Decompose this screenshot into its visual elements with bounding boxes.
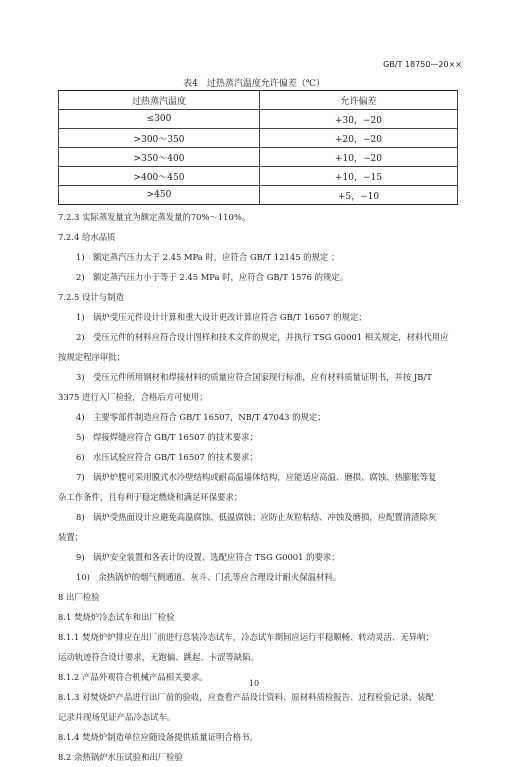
page-number: 10	[248, 679, 260, 688]
list-item: 7) 锅炉炉膛可采用膜式水冷壁结构或耐高温墙体结构，应能适应高温、磨损、腐蚀、热膨胀等复	[76, 472, 437, 482]
clause-text: 8.1.1 焚烧炉炉排应在出厂前进行总装冷态试车，冷态试车期间应运行平稳顺畅、转动灵活、无异响；	[58, 632, 434, 642]
list-item-continuation: 3375 进行入厂检验，合格后方可使用；	[58, 392, 208, 402]
clause-text-continuation: 运动轨迹符合设计要求，无跑偏、跳起、卡涩等缺陷。	[58, 652, 259, 662]
table-row	[59, 110, 458, 129]
clause-heading: 7.2.5 设计与制造	[58, 292, 124, 302]
clause-text: 8.1.4 焚烧炉制造单位应随设备提供质量证明合格书。	[58, 732, 258, 742]
list-item: 5) 焊接焊缝应符合 GB/T 16507 的技术要求；	[76, 432, 258, 442]
list-item-continuation: 杂工作条件，且有利于稳定燃烧和满足环保要求；	[58, 492, 243, 502]
clause-text-continuation: 记录并现场见证产品冷态试车。	[58, 712, 176, 722]
table-row	[59, 129, 458, 148]
table-cell: +10，−15	[260, 167, 458, 186]
list-item: 2) 受压元件的材料应符合设计图样和技术文件的规定，并执行 TSG G0001 相关规定，材料代用应	[76, 332, 449, 342]
list-item: 4) 主要零部件制造应符合 GB/T 16507，NB/T 47043 的规定；	[76, 412, 326, 422]
list-item: 1) 锅炉受压元件设计计算和重大设计更改计算应符合 GB/T 16507 的规定；	[76, 312, 367, 322]
table-row	[59, 148, 458, 167]
table-cell: >450	[59, 186, 260, 205]
list-item: 10) 余热锅炉的烟气侧通道、灰斗、门孔等应合理设计耐火保温材料。	[76, 572, 342, 582]
list-item-continuation: 按规定程序审批；	[58, 352, 125, 362]
table-cell: ≤300	[59, 110, 260, 129]
list-item: 9) 锅炉安全装置和各表计的设置、选配应符合 TSG G0001 的要求；	[76, 552, 340, 562]
standard-code-header: GB/T 18750—20××	[383, 60, 462, 69]
list-item: 6) 水压试验应符合 GB/T 16507 的技术要求；	[76, 452, 258, 462]
clause-text: 8.1.2 产品外观符合机械产品相关要求。	[58, 672, 208, 682]
column-header: 允许偏差	[260, 91, 458, 110]
list-item: 3) 受压元件所用钢材和焊接材料的质量应符合国家现行标准，应有材料质量证明书，并按 JB/T	[76, 372, 432, 382]
column-header: 过热蒸汽温度	[59, 91, 260, 110]
table-row	[59, 167, 458, 186]
table-caption: 表4 过热蒸汽温度允许偏差（℃）	[183, 79, 325, 89]
list-item: 8) 锅炉受热面设计应避免高温腐蚀、低温腐蚀；应防止灰粒粘结、冲蚀及磨损，应配置清渣除灰	[76, 512, 437, 522]
clause-heading: 7.2.3 实际蒸发量宜为额定蒸发量的70%～110%。	[58, 212, 251, 222]
list-item-continuation: 装置；	[58, 532, 84, 542]
table-cell: +10，−20	[260, 148, 458, 167]
table-cell: >350～400	[59, 148, 260, 167]
table-cell: +20，−20	[260, 129, 458, 148]
table-row	[59, 186, 458, 205]
clause-text: 8.1.3 对焚烧炉产品进行出厂前的验收，应查看产品设计资料、原材料质检报告、过程检验记录、装配	[58, 692, 434, 702]
table-cell: +30，−20	[260, 110, 458, 129]
table-cell: >400～450	[59, 167, 260, 186]
table-cell: >300～350	[59, 129, 260, 148]
clause-heading: 7.2.4 给水品质	[58, 232, 116, 242]
clause-heading: 8.2 余热锅炉水压试验和出厂检验	[58, 752, 183, 762]
tolerance-table	[58, 90, 458, 205]
table-cell: +5，−10	[260, 186, 458, 205]
list-item: 1) 额定蒸汽压力大于 2.45 MPa 时，应符合 GB/T 12145 的规定 ；	[76, 252, 340, 262]
clause-heading: 8.1 焚烧炉冷态试车和出厂检验	[58, 612, 175, 622]
list-item: 2) 额定蒸汽压力小于等于 2.45 MPa 时，应符合 GB/T 1576 的规定。	[76, 272, 349, 282]
section-heading: 8 出厂检验	[58, 592, 100, 602]
table-header-row	[59, 91, 458, 110]
